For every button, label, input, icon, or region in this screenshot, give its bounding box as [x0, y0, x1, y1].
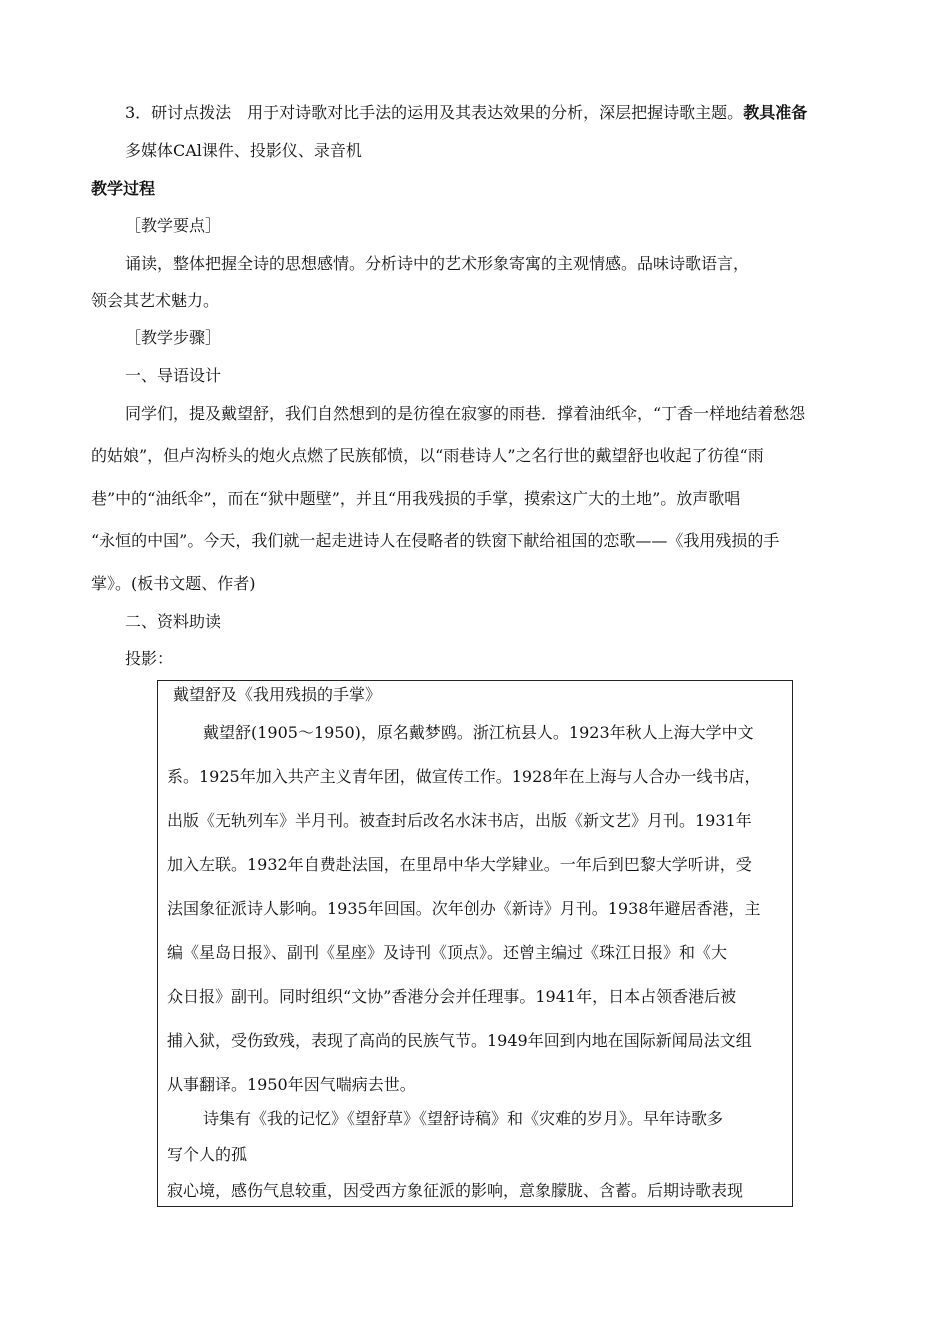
- bio-line: 法国象征派诗人影响。1935年回国。次年创办《新诗》月刊。1938年避居香港，主: [167, 899, 761, 918]
- bio-line: 捕入狱，受伤致残，表现了高尚的民族气节。1949年回到内地在国际新闻局法文组: [167, 1031, 752, 1050]
- steps-label: ［教学步骤］: [125, 328, 222, 347]
- teaching-method-3: [125, 103, 807, 123]
- poetry-line: 诗集有《我的记忆》《望舒草》《望舒诗稿》和《灾难的岁月》。早年诗歌多: [203, 1109, 724, 1128]
- bio-line: 众日报》副刊。同时组织“文协”香港分会并任理事。1941年，日本占领香港后被: [167, 987, 737, 1006]
- key-points-line-1: 诵读，整体把握全诗的思想感情。分析诗中的艺术形象寄寓的主观情感。品味诗歌语言，: [125, 254, 750, 273]
- key-points-line-2: 领会其艺术魅力。: [91, 291, 220, 310]
- poetry-line: 写个人的孤: [167, 1145, 248, 1164]
- poetry-line: 寂心境，感伤气息较重，因受西方象征派的影响，意象朦胧、含蓄。后期诗歌表现: [167, 1181, 744, 1200]
- bio-line: 戴望舒(1905～1950)，原名戴梦鸥。浙江杭县人。1923年秋人上海大学中文: [203, 723, 754, 742]
- projection-box: [157, 680, 793, 1207]
- teaching-process-heading: 教学过程: [91, 179, 156, 198]
- section-1-title: 一、导语设计: [125, 366, 222, 385]
- intro-paragraph-line: 同学们，提及戴望舒，我们自然想到的是彷徨在寂寥的雨巷．撑着油纸伞，“丁香一样地结着愁怨: [125, 404, 806, 423]
- section-2-title: 二、资料助读: [125, 612, 222, 631]
- intro-paragraph-line: 巷”中的“油纸伞”，而在“狱中题壁”，并且“用我残损的手掌，摸索这广大的土地”。放声歌唱: [91, 489, 741, 508]
- bio-line: 从事翻译。1950年因气喘病去世。: [167, 1075, 416, 1094]
- intro-paragraph-line: 掌》。(板书文题、作者): [91, 574, 256, 593]
- box-title: 戴望舒及《我用残损的手掌》: [173, 685, 382, 704]
- equipment-heading: 教具准备: [743, 103, 808, 122]
- bio-line: 系。1925年加入共产主义青年团，做宣传工作。1928年在上海与人合办一线书店，: [167, 767, 761, 786]
- intro-paragraph-line: 的姑娘”，但卢沟桥头的炮火点燃了民族郁愤，以“雨巷诗人”之名行世的戴望舒也收起了彷徨“雨: [91, 446, 764, 465]
- projection-label: 投影：: [125, 649, 174, 668]
- bio-line: 出版《无轨列车》半月刊。被查封后改名水沫书店，出版《新文艺》月刊。1931年: [167, 811, 752, 830]
- key-points-label: ［教学要点］: [125, 216, 222, 235]
- teaching-method-3-text: 3．研讨点拨法 用于对诗歌对比手法的运用及其表达效果的分析，深层把握诗歌主题。: [125, 103, 744, 122]
- equipment-text: 多媒体CAl课件、投影仪、录音机: [125, 141, 362, 160]
- intro-paragraph-line: “永恒的中国”。今天，我们就一起走进诗人在侵略者的铁窗下献给祖国的恋歌——《我用残损的手: [91, 531, 780, 550]
- bio-line: 编《星岛日报》、副刊《星座》及诗刊《顶点》。还曾主编过《珠江日报》和《大: [167, 943, 728, 962]
- bio-line: 加入左联。1932年自费赴法国，在里昂中华大学肄业。一年后到巴黎大学听讲，受: [167, 855, 752, 874]
